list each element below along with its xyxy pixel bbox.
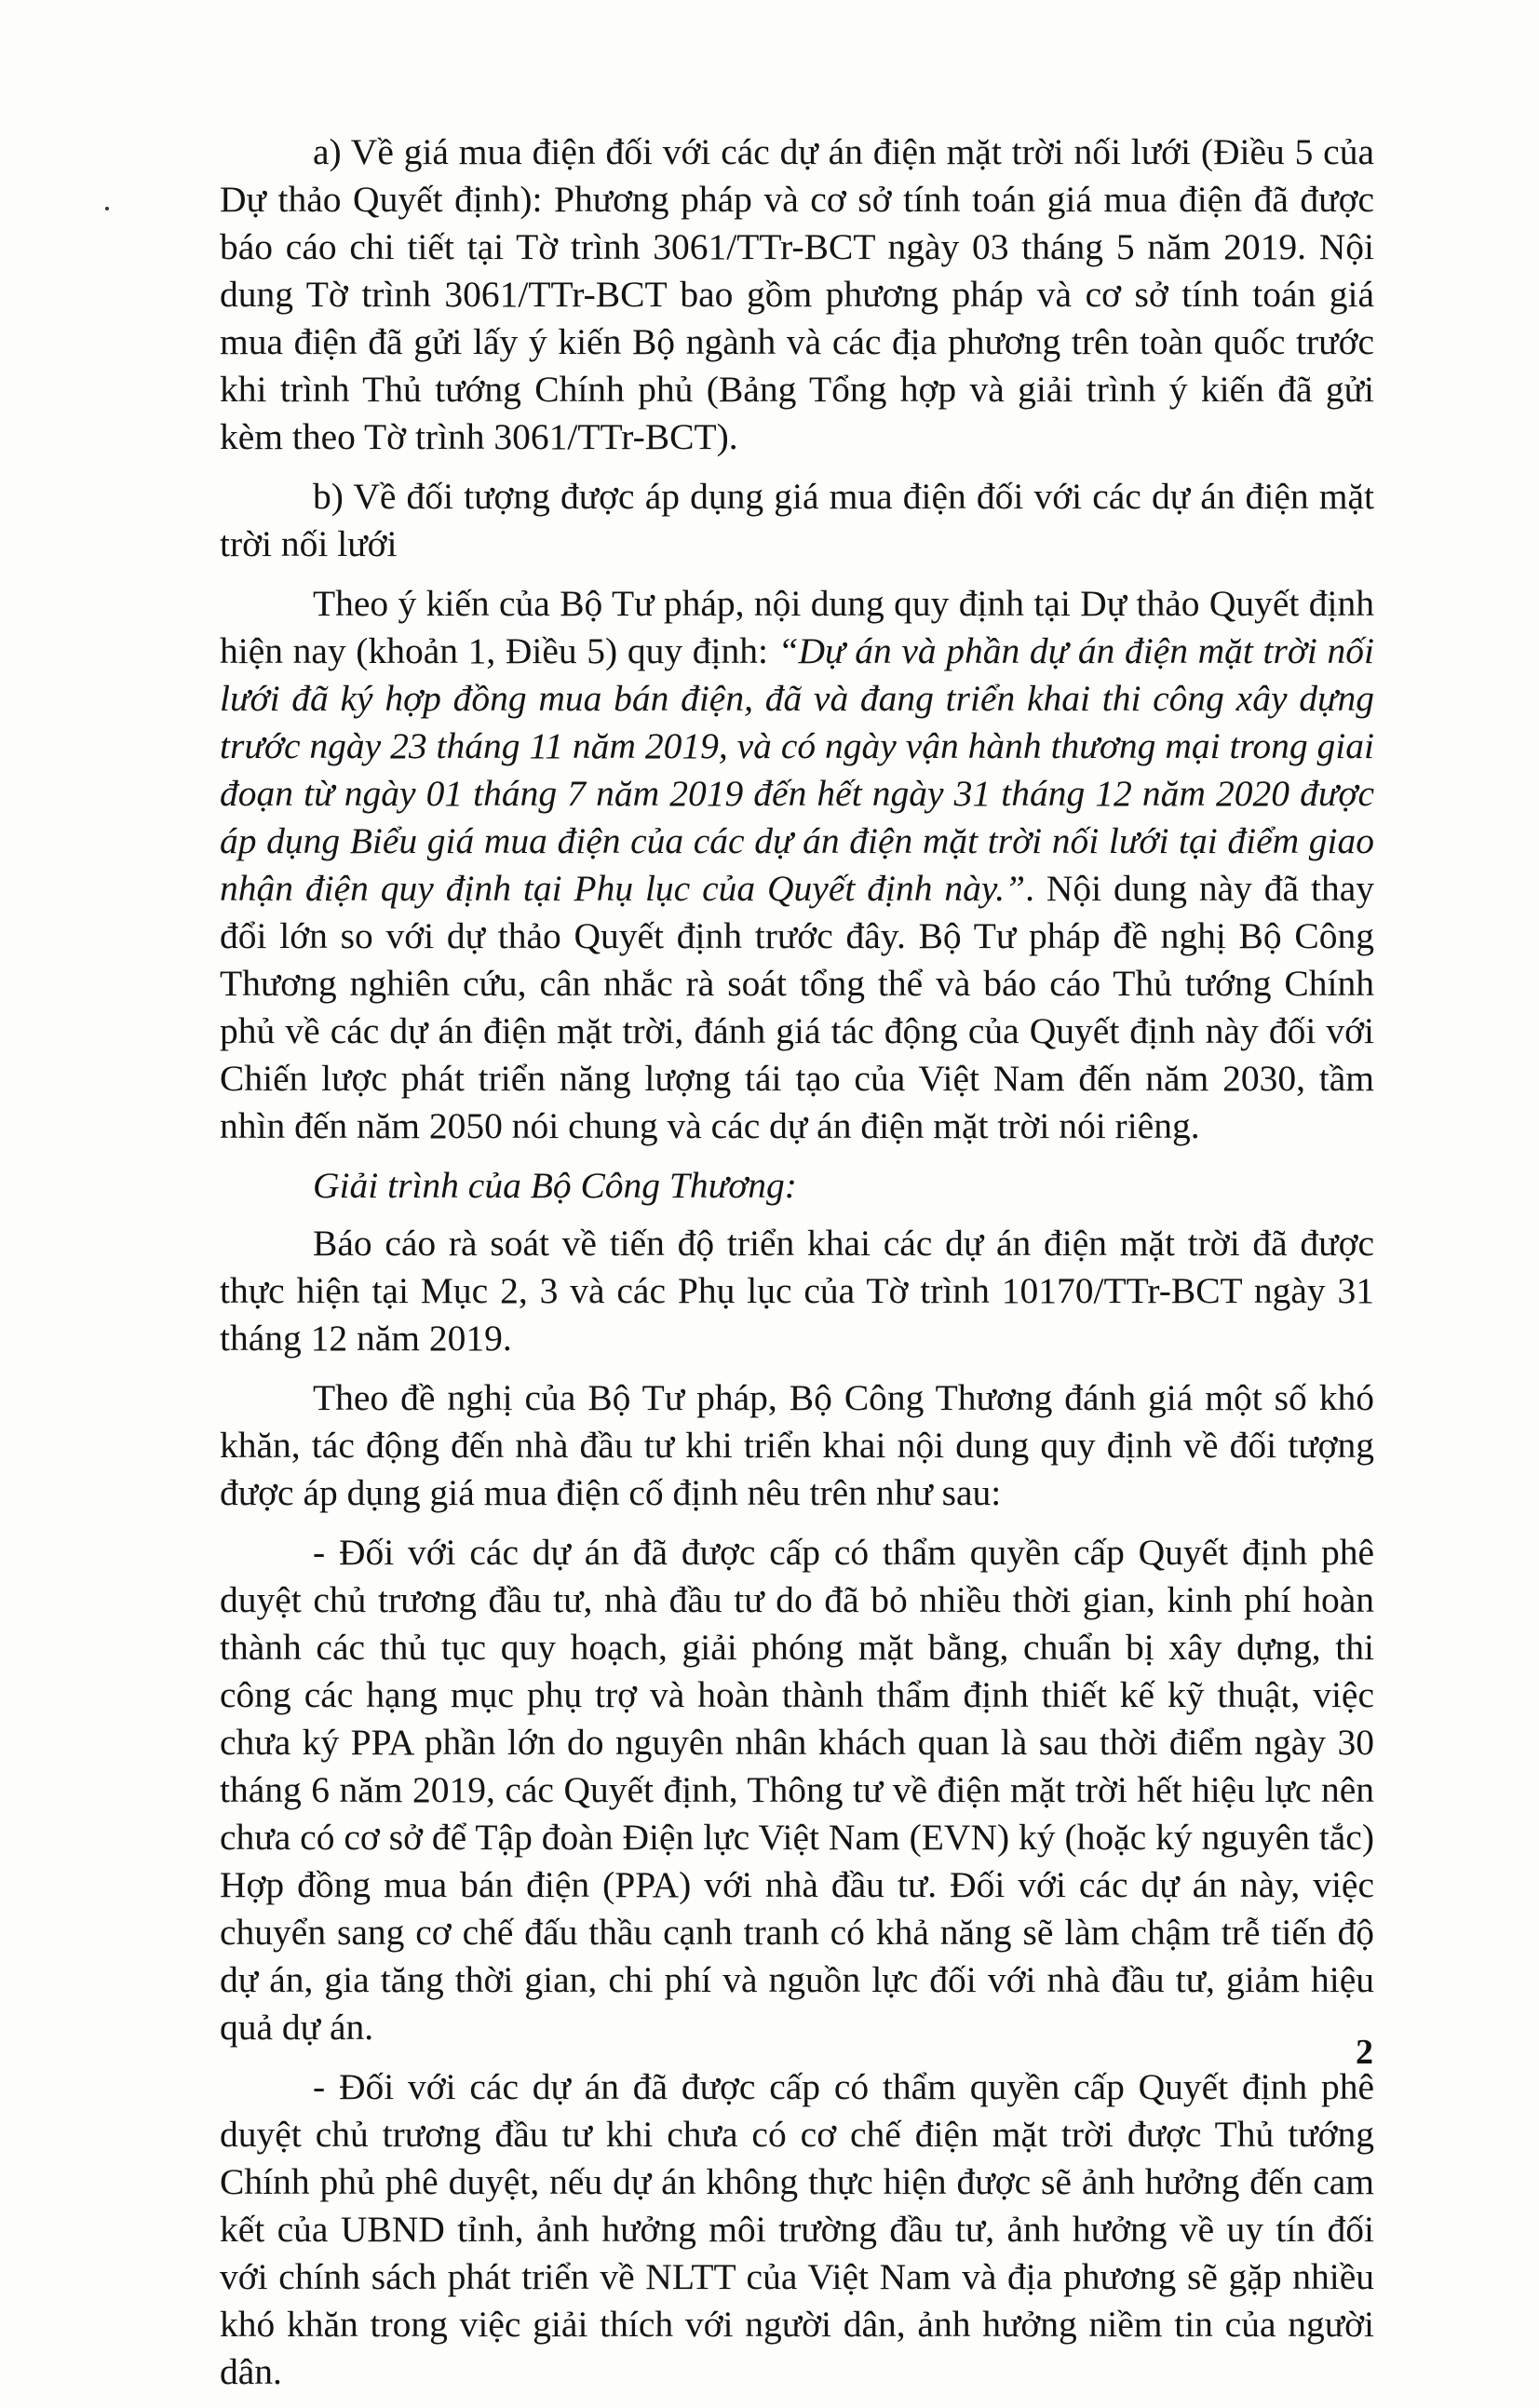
justice-quote-text: “Dự án và phần dự án điện mặt trời nối lưới đã ký hợp đồng mua bán điện, đã và đang triển khai thi công xây dựng trước ngày 23 tháng 11 năm 2019, và có ngày vận hành thương mại trong giai đoạn từ ngày 01 tháng 7 năm 2019 đến hết ngày 31 tháng 12 năm 2020 được áp dụng Biểu giá mua điện của các dự án điện mặt trời nối lưới tại điểm giao nhận điện quy định tại Phụ lục của Quyết định này.” [220,630,1375,909]
paragraph-review-report: Báo cáo rà soát về tiến độ triển khai các dự án điện mặt trời đã được thực hiện tại Mục 2, 3 và các Phụ lục của Tờ trình 10170/TTr-BCT ngày 31 tháng 12 năm 2019. [220,1223,1374,1359]
paragraph-justice-opinion [220,580,1374,1150]
document-body [220,129,1374,2408]
justice-intro-text: Theo ý kiến của Bộ Tư pháp, nội dung quy định tại Dự thảo Quyết định hiện nay (khoản 1, Điều 5) quy định: [220,583,1374,671]
paragraph-a-solar-price: a) Về giá mua điện đối với các dự án điện mặt trời nối lưới (Điều 5 của Dự thảo Quyết định): Phương pháp và cơ sở tính toán giá mua điện đã được báo cáo chi tiết tại Tờ trình 3061/TTr-BCT ngày 03 tháng 5 năm 2019. Nội dung Tờ trình 3061/TTr-BCT bao gồm phương pháp và cơ sở tính toán giá mua điện đã gửi lấy ý kiến Bộ ngành và các địa phương trên toàn quốc trước khi trình Thủ tướng Chính phủ (Bảng Tổng hợp và giải trình ý kiến đã gửi kèm theo Tờ trình 3061/TTr-BCT). [220,131,1374,457]
scan-speck [105,207,109,210]
justice-rest-text: . Nội dung này đã thay đổi lớn so với dự thảo Quyết định trước đây. Bộ Tư pháp đề nghị Bộ Công Thương nghiên cứu, cân nhắc rà soát tổng thể và báo cáo Thủ tướng Chính phủ về các dự án điện mặt trời, đánh giá tác động của Quyết định này đối với Chiến lược phát triển năng lượng tái tạo của Việt Nam đến năm 2030, tầm nhìn đến năm 2050 nói chung và các dự án điện mặt trời nói riêng. [220,868,1374,1146]
explanation-heading: Giải trình của Bộ Công Thương: [313,1165,797,1206]
bullet-item-approved-projects: - Đối với các dự án đã được cấp có thẩm quyền cấp Quyết định phê duyệt chủ trương đầu tư, nhà đầu tư do đã bỏ nhiều thời gian, kinh phí hoàn thành các thủ tục quy hoạch, giải phóng mặt bằng, chuẩn bị xây dựng, thi công các hạng mục phụ trợ và hoàn thành thẩm định thiết kế kỹ thuật, việc chưa ký PPA phần lớn do nguyên nhân khách quan là sau thời điểm ngày 30 tháng 6 năm 2019, các Quyết định, Thông tư về điện mặt trời hết hiệu lực nên chưa có cơ sở để Tập đoàn Điện lực Việt Nam (EVN) ký (hoặc ký nguyên tắc) Hợp đồng mua bán điện (PPA) với nhà đầu tư. Đối với các dự án này, việc chuyển sang cơ chế đấu thầu cạnh tranh có khả năng sẽ làm chậm trễ tiến độ dự án, gia tăng thời gian, chi phí và nguồn lực đối với nhà đầu tư, giảm hiệu quả dự án. [220,1532,1374,2048]
bullet-item-pre-mechanism-projects: - Đối với các dự án đã được cấp có thẩm quyền cấp Quyết định phê duyệt chủ trương đầu tư khi chưa có cơ chế điện mặt trời được Thủ tướng Chính phủ phê duyệt, nếu dự án không thực hiện được sẽ ảnh hưởng đến cam kết của UBND tỉnh, ảnh hưởng môi trường đầu tư, ảnh hưởng về uy tín đối với chính sách phát triển về NLTT của Việt Nam và địa phương sẽ gặp nhiều khó khăn trong việc giải thích với người dân, ảnh hưởng niềm tin của người dân. [220,2066,1374,2392]
paragraph-b-heading: b) Về đối tượng được áp dụng giá mua điện đối với các dự án điện mặt trời nối lưới [220,476,1374,564]
page-number: 2 [1356,2033,1373,2072]
paragraph-assessment: Theo đề nghị của Bộ Tư pháp, Bộ Công Thương đánh giá một số khó khăn, tác động đến nhà đầu tư khi triển khai nội dung quy định về đối tượng được áp dụng giá mua điện cố định nêu trên như sau: [220,1377,1374,1513]
